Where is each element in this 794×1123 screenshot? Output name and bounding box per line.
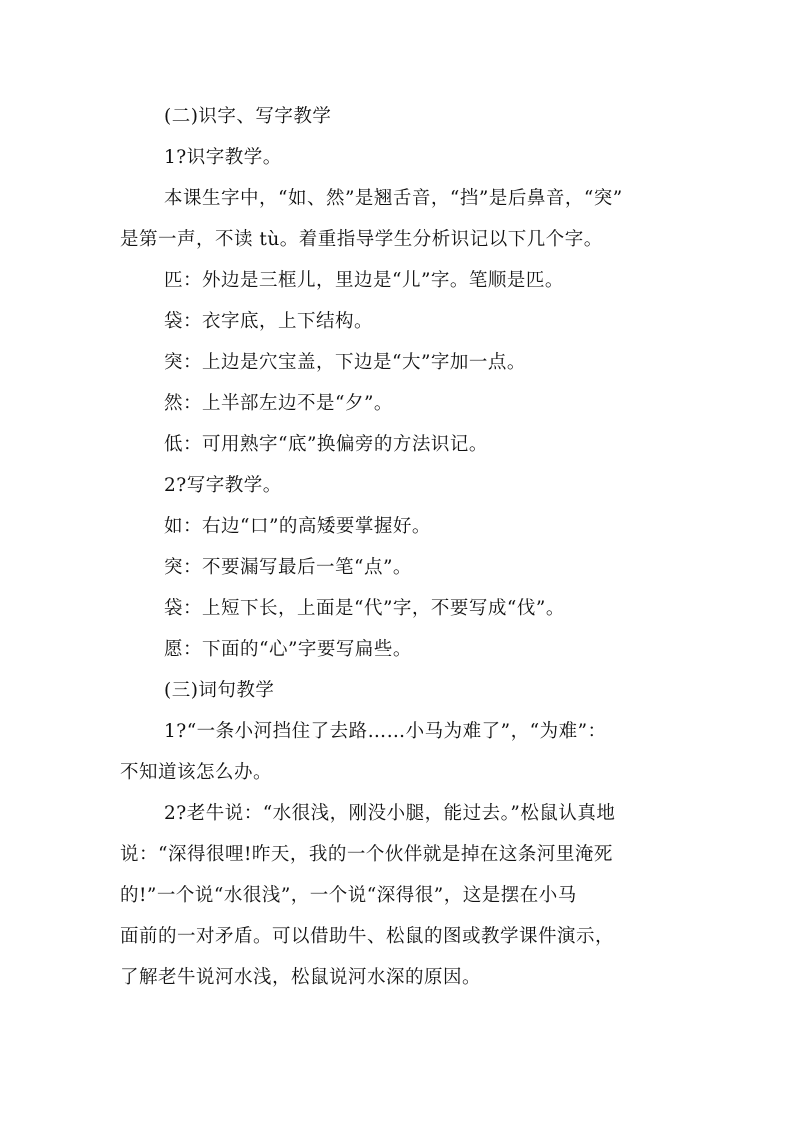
paragraph-line: 本课生字中，“如、然”是翘舌音，“挡”是后鼻音，“突” xyxy=(164,188,623,209)
section-heading: (三)词句教学 xyxy=(164,680,275,701)
writing-note: 袋：上短下长，上面是“代”字，不要写成“伐”。 xyxy=(164,598,565,619)
subsection-heading: 1?识字教学。 xyxy=(164,147,282,168)
subsection-heading: 2?写字教学。 xyxy=(164,475,282,496)
section-heading: (二)识字、写字教学 xyxy=(164,106,332,127)
character-note: 突：上边是穴宝盖，下边是“大”字加一点。 xyxy=(164,352,526,373)
paragraph-line: 的!”一个说“水很浅”，一个说“深得很”，这是摆在小马 xyxy=(120,885,577,906)
document-body xyxy=(120,96,690,998)
paragraph-line: 是第一声，不读 tù。着重指导学生分析识记以下几个字。 xyxy=(120,229,603,250)
writing-note: 突：不要漏写最后一笔“点”。 xyxy=(164,557,412,578)
paragraph-line: 面前的一对矛盾。可以借助牛、松鼠的图或教学课件演示， xyxy=(120,926,615,947)
paragraph-line: 说：“深得很哩!昨天，我的一个伙伴就是掉在这条河里淹死 xyxy=(120,844,613,865)
paragraph-line: 了解老牛说河水浅，松鼠说河水深的原因。 xyxy=(120,967,482,988)
paragraph-line: 不知道该怎么办。 xyxy=(120,762,273,783)
writing-note: 愿：下面的“心”字要写扁些。 xyxy=(164,639,412,660)
character-note: 袋：衣字底，上下结构。 xyxy=(164,311,374,332)
character-note: 低：可用熟字“底”换偏旁的方法识记。 xyxy=(164,434,488,455)
writing-note: 如：右边“口”的高矮要掌握好。 xyxy=(164,516,431,537)
paragraph-line: 1?“一条小河挡住了去路……小马为难了”，“为难”： xyxy=(164,721,607,742)
character-note: 匹：外边是三框儿，里边是“儿”字。笔顺是匹。 xyxy=(164,270,564,291)
paragraph-line: 2?老牛说：“水很浅，刚没小腿，能过去。”松鼠认真地 xyxy=(164,803,616,824)
character-note: 然：上半部左边不是“夕”。 xyxy=(164,393,393,414)
